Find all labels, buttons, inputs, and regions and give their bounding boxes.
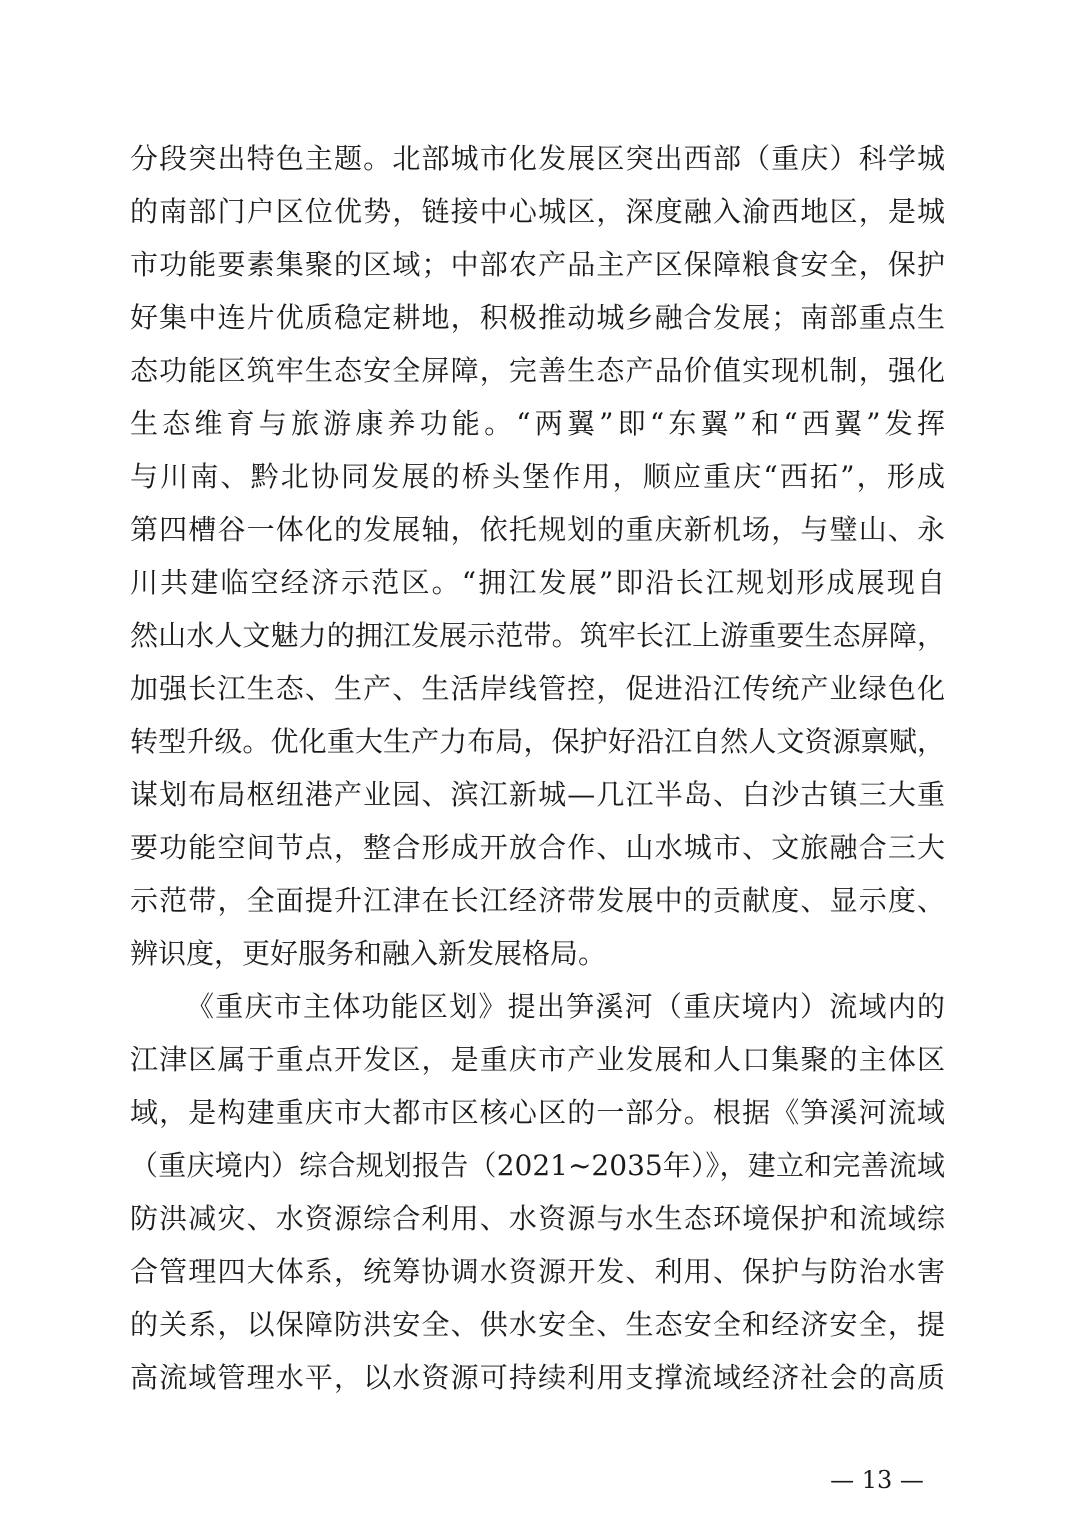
text-line: 防洪减灾、水资源综合利用、水资源与水生态环境保护和流域综 — [130, 1202, 945, 1235]
text-line: 域，是构建重庆市大都市区核心区的一部分。根据《笋溪河流域 — [130, 1096, 945, 1129]
text-line: （重庆境内）综合规划报告（2021~2035年）》，建立和完善流域 — [130, 1149, 945, 1182]
text-line: 谋划布局枢纽港产业园、滨江新城—几江半岛、白沙古镇三大重 — [130, 778, 945, 811]
text-line: 的南部门户区位优势，链接中心城区，深度融入渝西地区，是城 — [130, 195, 945, 228]
text-line: 好集中连片优质稳定耕地，积极推动城乡融合发展；南部重点生 — [130, 301, 945, 334]
text-line: 合管理四大体系，统筹协调水资源开发、利用、保护与防治水害 — [130, 1255, 945, 1288]
paragraph-1 — [130, 132, 945, 980]
text-line: 《重庆市主体功能区划》提出笋溪河（重庆境内）流域内的 — [186, 990, 945, 1023]
text-line: 江津区属于重点开发区，是重庆市产业发展和人口集聚的主体区 — [130, 1043, 945, 1076]
text-line: 分段突出特色主题。北部城市化发展区突出西部（重庆）科学城 — [130, 142, 945, 175]
body-text — [130, 132, 945, 1404]
text-line: 生态维育与旅游康养功能。“两翼”即“东翼”和“西翼”发挥 — [130, 407, 945, 440]
text-line: 然山水人文魅力的拥江发展示范带。筑牢长江上游重要生态屏障， — [130, 619, 945, 652]
text-line: 第四槽谷一体化的发展轴，依托规划的重庆新机场，与璧山、永 — [130, 513, 945, 546]
text-line: 辨识度，更好服务和融入新发展格局。 — [130, 937, 607, 970]
paragraph-2 — [130, 980, 945, 1404]
text-line: 加强长江生态、生产、生活岸线管控，促进沿江传统产业绿色化 — [130, 672, 945, 705]
text-line: 态功能区筑牢生态安全屏障，完善生态产品价值实现机制，强化 — [130, 354, 945, 387]
text-line: 高流域管理水平，以水资源可持续利用支撑流域经济社会的高质 — [130, 1361, 945, 1394]
text-line: 川共建临空经济示范区。“拥江发展”即沿长江规划形成展现自 — [130, 566, 945, 599]
text-line: 转型升级。优化重大生产力布局，保护好沿江自然人文资源禀赋， — [130, 725, 945, 758]
text-line: 的关系，以保障防洪安全、供水安全、生态安全和经济安全，提 — [130, 1308, 945, 1341]
text-line: 与川南、黔北协同发展的桥头堡作用，顺应重庆“西拓”，形成 — [130, 460, 945, 493]
page-number: — 13 — — [830, 1466, 924, 1494]
text-line: 市功能要素集聚的区域；中部农产品主产区保障粮食安全，保护 — [130, 248, 945, 281]
text-line: 要功能空间节点，整合形成开放合作、山水城市、文旅融合三大 — [130, 831, 945, 864]
text-line: 示范带，全面提升江津在长江经济带发展中的贡献度、显示度、 — [130, 884, 945, 917]
